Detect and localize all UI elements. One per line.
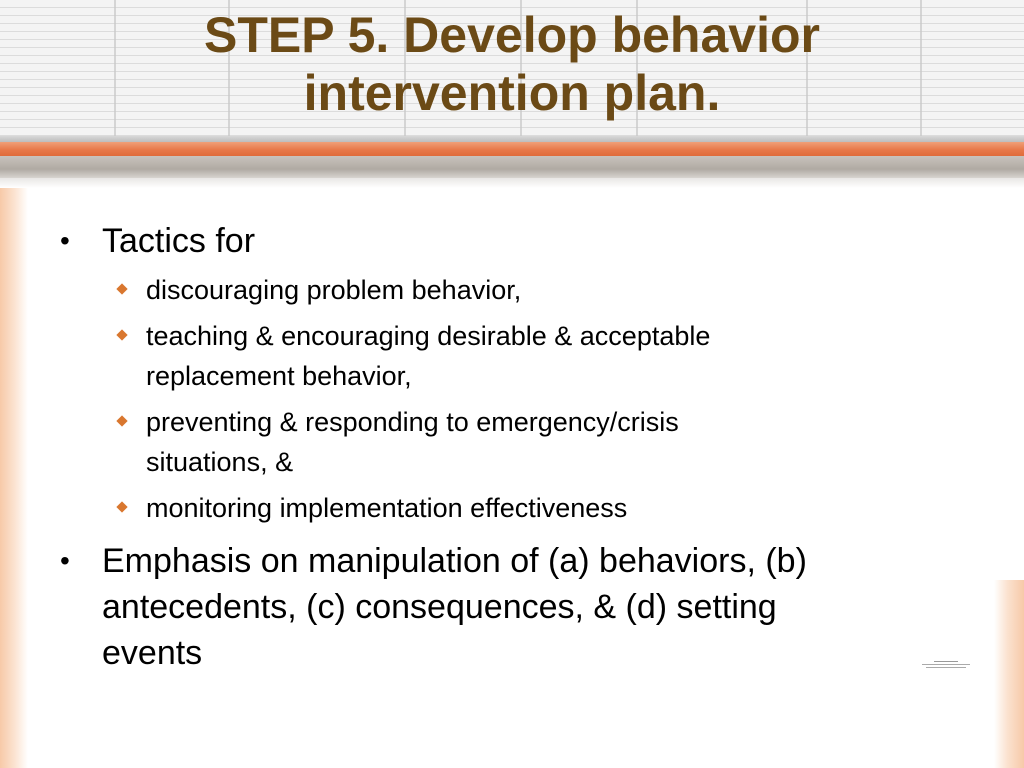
right-edge-decoration [994,580,1024,768]
left-edge-decoration [0,188,28,768]
sub-bullet-text: teaching & encouraging desirable & acceptable [146,321,711,351]
bullet-text: Tactics for [102,222,256,260]
header-divider-gray [0,156,1024,178]
diamond-bullet-icon [116,415,127,426]
sub-bullet-text-cont: situations, & [146,447,294,477]
bullet-text-cont: antecedents, (c) consequences, & (d) setting [102,588,777,626]
bullet-text-cont: events [102,634,203,672]
tiny-watermark-logo [920,660,972,672]
bullet-emphasis [60,538,960,676]
slide-body [60,218,960,676]
slide-title-line-1: STEP 5. Develop behavior [204,7,820,63]
sub-bullet-discouraging [60,270,960,310]
diamond-bullet-icon [116,283,127,294]
sub-bullet-text-cont: replacement behavior, [146,361,412,391]
sub-bullet-text: preventing & responding to emergency/crisis [146,407,679,437]
header-divider-orange [0,142,1024,156]
sub-bullet-teaching [60,316,960,396]
sub-bullet-text: discouraging problem behavior, [146,275,522,305]
slide-title-line-2: intervention plan. [303,65,721,121]
sub-bullet-text: monitoring implementation effectiveness [146,493,628,523]
diamond-bullet-icon [116,501,127,512]
sub-bullet-monitoring [60,488,960,528]
sub-bullet-preventing [60,402,960,482]
bullet-text: Emphasis on manipulation of (a) behaviors, (b) [102,542,807,580]
bullet-tactics [60,218,960,264]
bullet-dot: • [60,545,70,576]
slide-title [0,6,1024,122]
header-divider-fade [0,178,1024,188]
bullet-dot: • [60,225,70,256]
diamond-bullet-icon [116,329,127,340]
